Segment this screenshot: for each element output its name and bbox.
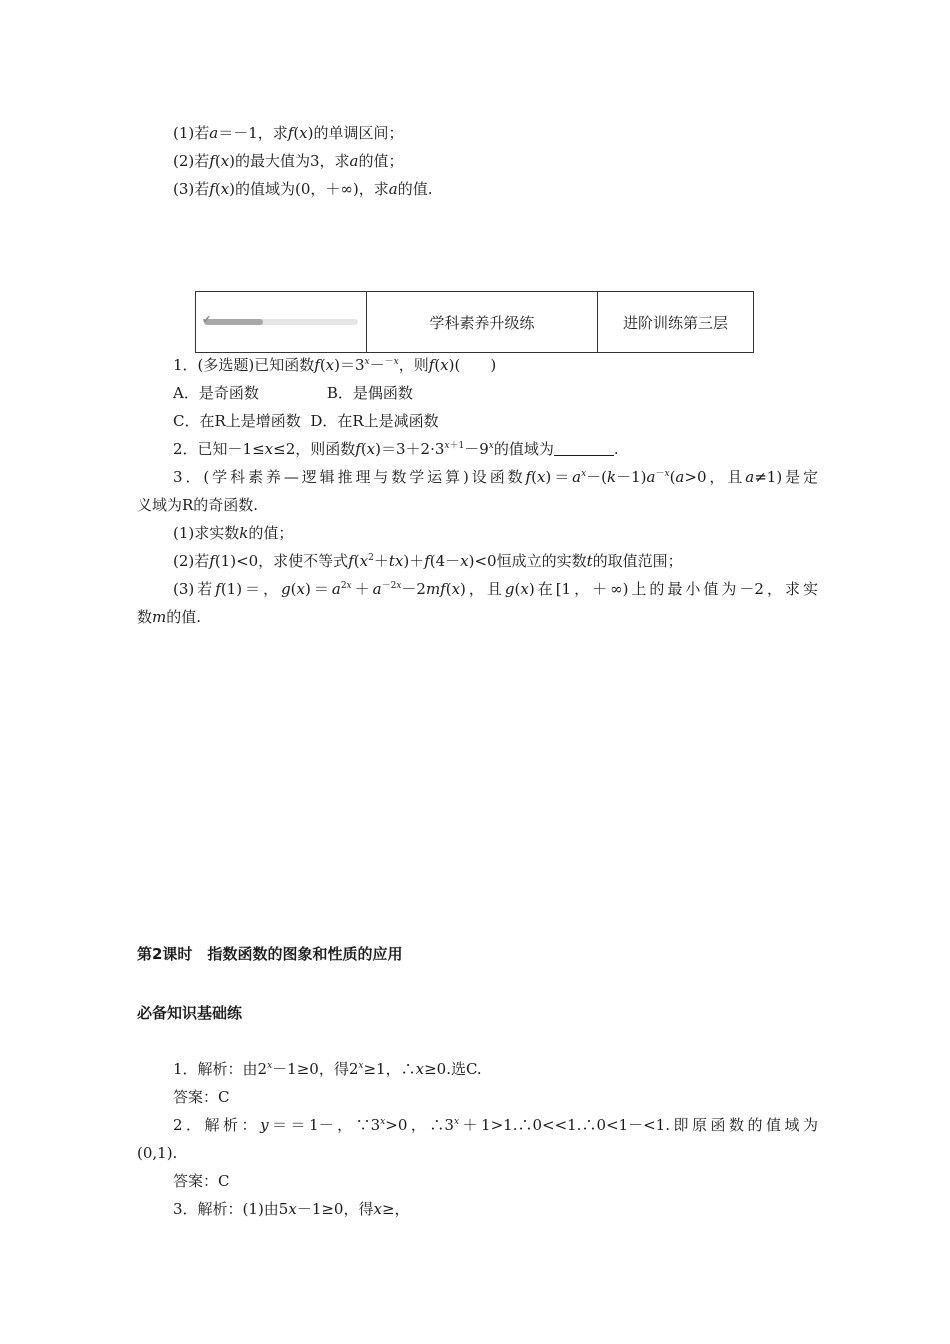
check-icon: ✔ <box>202 313 212 326</box>
text: ，得 <box>343 1200 374 1218</box>
answer-2-result: 答案：C <box>173 1172 230 1190</box>
text: ，且 <box>465 580 505 598</box>
text: 的取值范围； <box>592 552 683 570</box>
text: (3)若 <box>173 180 210 198</box>
problem-2: 2．已知－1≤x≤2，则函数$f(x)=3+2\cdot 3^{x+1}-9^x$的值域为 . <box>173 440 619 458</box>
text: ≠1)是定 <box>754 468 819 486</box>
option-a: A．是奇函数 <box>173 384 259 402</box>
text: ≥0.选C. <box>424 1060 482 1078</box>
text: ≤2，则函数 <box>273 440 356 458</box>
text: (2)若 <box>173 152 210 170</box>
text: 的值域为 <box>493 440 554 458</box>
question-line-2: (2)若f(x)的最大值为3，求a的值； <box>173 152 404 170</box>
subquestion-3-line-1: (3)若f(1)＝，$g(x)=a^{2x}+a^{-2x}-2mf(x)$，且g(x)在[1，＋∞)上的最小值为－2，求实 <box>173 580 818 598</box>
text: . <box>613 440 619 458</box>
answer-1-result: 答案：C <box>173 1088 230 1106</box>
text: (1)求实数 <box>173 524 240 542</box>
text: 2．已知－1≤ <box>173 440 265 458</box>
text: (3)若 <box>173 580 216 598</box>
text: (1)若 <box>173 124 210 142</box>
section-banner <box>195 291 754 353</box>
text: ( ) <box>454 356 497 374</box>
text: ，∴ <box>385 1060 416 1078</box>
text: ，∴ <box>407 1116 445 1134</box>
text: 3．解析：(1)由 <box>173 1200 279 1218</box>
subquestion-1: (1)求实数k的值； <box>173 524 294 542</box>
text: (2)若 <box>173 552 210 570</box>
problem-3-line-1: 3．(学科素养—逻辑推理与数学运算)设函数$f(x)=a^x-(k-1)a^{-x}(a>0$，且a≠1)是定 <box>173 468 819 486</box>
subquestion-2: (2)若f(1)<0，求使不等式$f(x^2+tx)+f(4-x)<0$恒成立的实数t的取值范围； <box>173 552 683 570</box>
answer-2: 2．解析：y＝＝1－，$\because 3^x>0$，$\therefore 3^x+1>1.\therefore 0<<1.\therefore 0<1-<1$.即原函数的值域为 <box>173 1116 819 1134</box>
problem-1: 1．(多选题)已知函数$f(x)=3^x-^{-x}$，则f(x)( ) <box>173 356 497 374</box>
progress-bar-fill <box>204 319 263 325</box>
text: 2．解析： <box>173 1116 261 1134</box>
options-row-2 <box>173 411 818 431</box>
text: <0恒成立的实数 <box>474 552 587 570</box>
text: ，得 <box>318 1060 349 1078</box>
text: ( <box>669 468 676 486</box>
text: 的最大值为3，求 <box>235 152 350 170</box>
text: 的值； <box>248 524 294 542</box>
text: 数 <box>137 608 153 626</box>
text: >0，且 <box>684 468 746 486</box>
subquestion-3-line-2: 数m的值. <box>137 608 202 626</box>
progress-bar <box>202 313 358 326</box>
text: ，则 <box>398 356 429 374</box>
answer-2-line-2: (0,1). <box>137 1144 178 1162</box>
sub-title: 必备知识基础练 <box>137 1004 243 1022</box>
problem-3-line-2: 义域为R的奇函数. <box>137 496 259 514</box>
section-title: 第2课时 指数函数的图象和性质的应用 <box>137 945 403 963</box>
option-c: C．在R上是增函数 <box>173 412 301 430</box>
text: 3．(学科素养—逻辑推理与数学运算)设函数 <box>173 468 526 486</box>
options-row-1 <box>173 383 818 403</box>
text: 在[1，＋∞)上的最小值为－2，求实 <box>534 580 818 598</box>
text: ＝－1，求 <box>218 124 288 142</box>
text: 的值. <box>397 180 433 198</box>
answer-3: 3．解析：(1)由5x－1≥0，得x≥， <box>173 1200 410 1218</box>
text: 的单调区间； <box>313 124 404 142</box>
text: 的值； <box>358 152 404 170</box>
text: 1．解析：由 <box>173 1060 258 1078</box>
text: 的值. <box>166 608 202 626</box>
option-d: D．在R上是减函数 <box>310 412 439 430</box>
banner-title: 学科素养升级练 <box>367 292 598 352</box>
text: <0，求使不等式 <box>236 552 349 570</box>
banner-progress-cell <box>196 292 367 352</box>
option-b: B．是偶函数 <box>326 384 413 402</box>
question-line-3: (3)若f(x)的值域为(0，＋∞)，求a的值. <box>173 180 433 198</box>
answer-blank <box>554 441 614 456</box>
question-line-1: (1)若a＝－1，求f(x)的单调区间； <box>173 124 404 142</box>
banner-level: 进阶训练第三层 <box>622 313 728 332</box>
text: 1．(多选题)已知函数 <box>173 356 315 374</box>
text: ≥， <box>381 1200 410 1218</box>
text: 的值域为(0，＋∞)，求 <box>235 180 389 198</box>
text: ，∵ <box>333 1116 371 1134</box>
answer-1: 1．解析：由$2^x-1\ge 0$，得$2^x\ge 1$，∴x≥0.选C. <box>173 1060 482 1078</box>
text: .∴0<<1.∴0<1－<1.即原函数的值域为 <box>512 1116 819 1134</box>
text: ， <box>263 580 282 598</box>
